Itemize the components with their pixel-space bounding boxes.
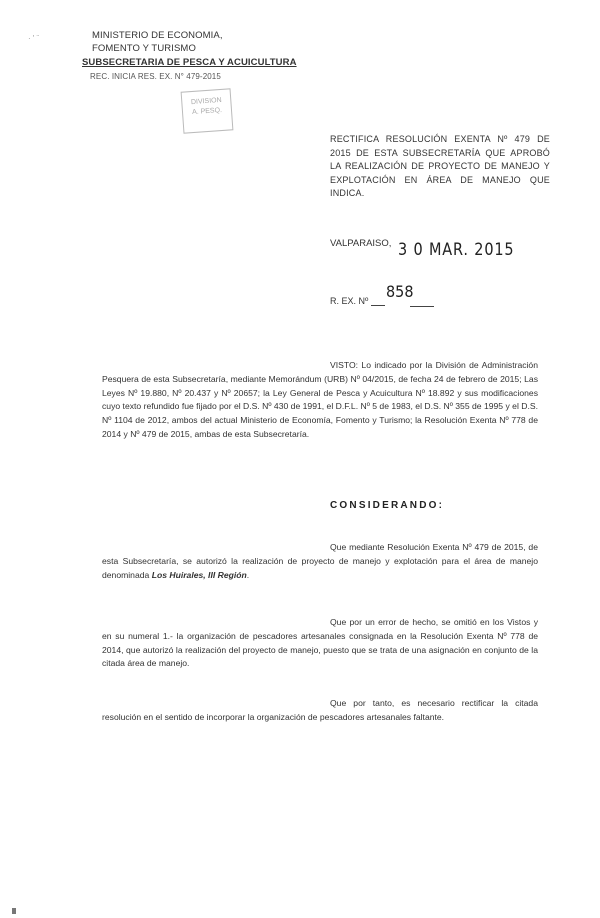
considerando-3 — [102, 697, 538, 725]
underline — [371, 296, 385, 306]
resolution-label-text: R. EX. Nº — [330, 296, 369, 306]
scan-mark — [12, 908, 16, 914]
date-stamp: 3 0 MAR. 2015 — [398, 240, 515, 260]
resolution-number: 858 — [386, 282, 414, 301]
scan-mark: · ' ¨ — [28, 34, 40, 43]
visto-paragraph — [102, 359, 538, 442]
considerando-2-text: Que por un error de hecho, se omitió en los Vistos y en su numeral 1.- la organización de pescadores artesanales consignada en la Resolución Exenta Nº 778 de 2014, que autorizó la realización del proyecto de manejo, puesto que se trata de una asignación en conjunto de la citada área de manejo. — [102, 617, 538, 669]
considerando-heading: CONSIDERANDO: — [330, 500, 445, 511]
visto-text: VISTO: Lo indicado por la División de Administración Pesquera de esta Subsecretaría, mediante Memorándum (URB) Nº 04/2015, de fecha 24 de febrero de 2015; Las Leyes Nº 19.880, Nº 20.437 y Nº 20657; la Ley General de Pesca y Acuicultura Nº 18.892 y sus modificaciones cuyo texto refundido fue fijado por el D.S. Nº 430 de 1991, el D.F.L. Nº 5 de 1983, el D.S. Nº 355 de 1995 y el D.S. Nº 1104 de 2012, ambos del actual Ministerio de Economía, Fomento y Turismo; la Resolución Exenta Nº 778 de 2014 y Nº 479 de 2015, ambas de esta Subsecretaría. — [102, 360, 538, 439]
header-ministry-2: FOMENTO Y TURISMO — [92, 43, 196, 54]
stamp-line: DIVISION — [190, 96, 222, 107]
area-name: Los Huirales, III Región — [151, 569, 247, 580]
considerando-3-text: Que por tanto, es necesario rectificar la citada resolución en el sentido de incorporar la organización de pescadores artesanales faltante. — [102, 698, 538, 722]
considerando-1-end: . — [246, 569, 250, 580]
reference-block: RECTIFICA RESOLUCIÓN EXENTA Nº 479 DE 2015 DE ESTA SUBSECRETARÍA QUE APROBÓ LA REALIZACIÓN DE PROYECTO DE MANEJO Y EXPLOTACIÓN EN ÁREA DE MANEJO QUE INDICA. — [330, 134, 550, 198]
considerando-1 — [102, 541, 538, 582]
resolution-label — [330, 296, 385, 306]
place: VALPARAISO, — [330, 238, 392, 249]
considerando-1-text: Que mediante Resolución Exenta Nº 479 de 2015, de esta Subsecretaría, se autorizó la realización de proyecto de manejo y explotación para el área de manejo denominada — [102, 542, 538, 580]
header-res-ref: REC. INICIA RES. EX. N° 479-2015 — [90, 72, 221, 81]
underline — [410, 306, 434, 307]
division-stamp — [181, 88, 234, 133]
considerando-2 — [102, 616, 538, 671]
header-ministry: MINISTERIO DE ECONOMIA, — [92, 30, 223, 41]
stamp-line: A. PESQ. — [191, 106, 223, 117]
header-subsecretaria: SUBSECRETARIA DE PESCA Y ACUICULTURA — [82, 57, 297, 68]
